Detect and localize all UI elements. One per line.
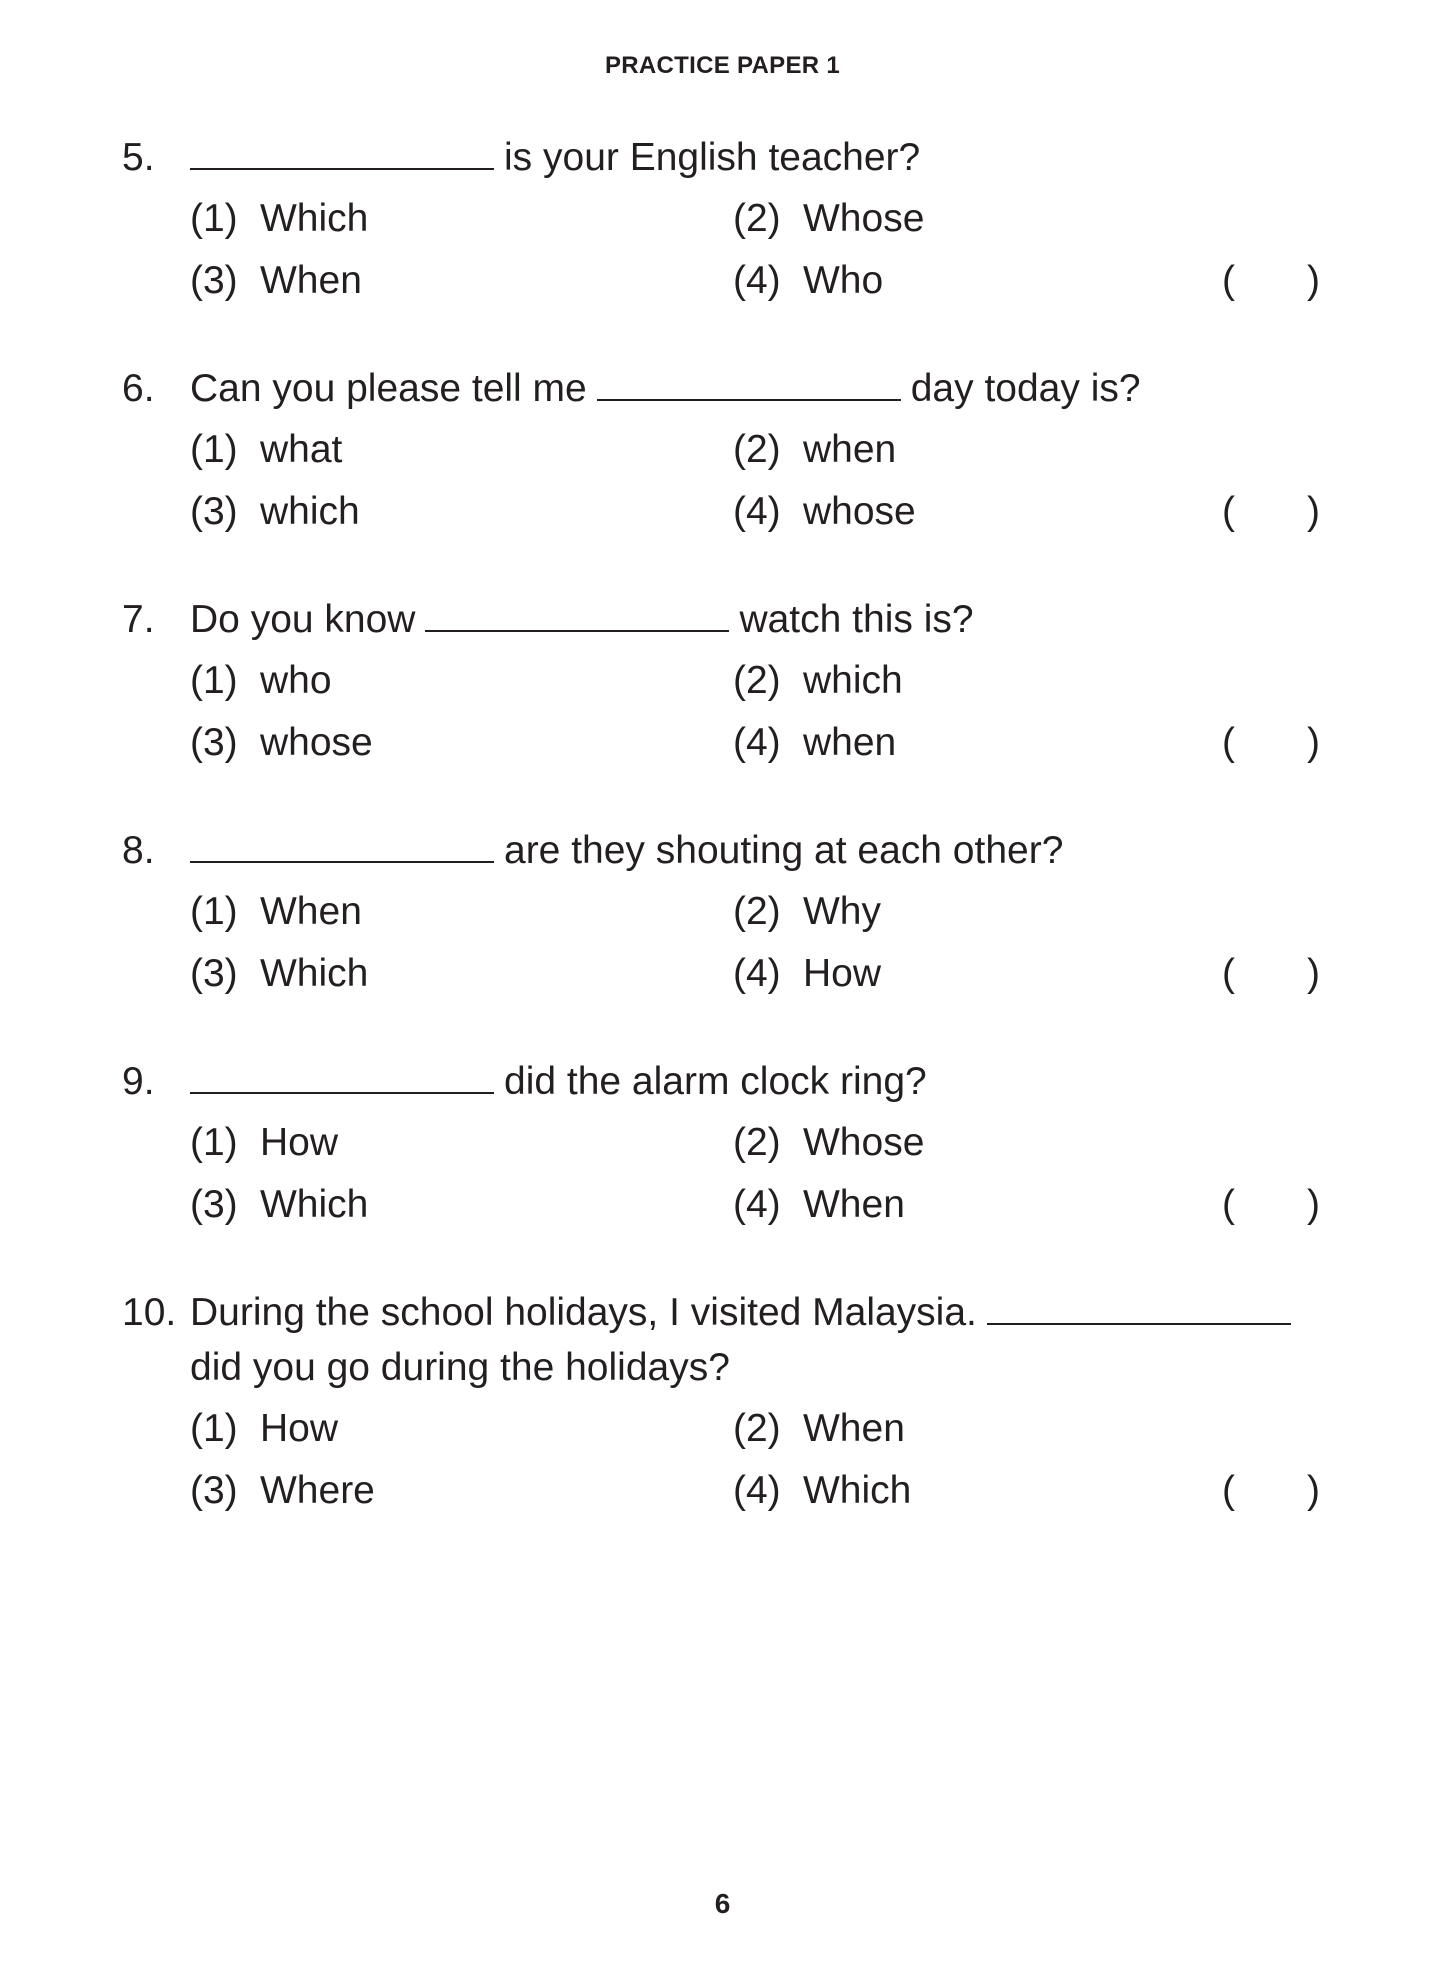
option-2[interactable]: (2) when bbox=[733, 428, 897, 471]
stem-text-after: watch this is? bbox=[739, 598, 974, 641]
option-3[interactable]: (3) Where bbox=[190, 1469, 375, 1512]
answer-box[interactable]: ( ) bbox=[1222, 1469, 1320, 1512]
option-4[interactable]: (4) How bbox=[733, 952, 882, 995]
option-3[interactable]: (3) whose bbox=[190, 721, 373, 764]
stem-text-before: During the school holidays, I visited Malaysia. bbox=[190, 1291, 977, 1334]
stem-text-line2: did you go during the holidays? bbox=[190, 1346, 730, 1389]
question-stem bbox=[122, 1058, 927, 1106]
answer-box[interactable]: ( ) bbox=[1222, 721, 1320, 764]
option-4[interactable]: (4) whose bbox=[733, 490, 916, 533]
option-1[interactable]: (1) who bbox=[190, 659, 332, 702]
question-number: 5. bbox=[122, 136, 155, 179]
option-1[interactable]: (1) When bbox=[190, 890, 362, 933]
answer-blank[interactable] bbox=[597, 373, 901, 401]
question-stem bbox=[122, 596, 974, 644]
answer-box[interactable]: ( ) bbox=[1222, 952, 1320, 995]
option-4[interactable]: (4) when bbox=[733, 721, 897, 764]
stem-text-after: are they shouting at each other? bbox=[504, 829, 1064, 872]
stem-text-after: day today is? bbox=[910, 367, 1141, 410]
question-stem bbox=[122, 827, 1063, 875]
stem-text-after: did the alarm clock ring? bbox=[504, 1060, 927, 1103]
page-header-title: PRACTICE PAPER 1 bbox=[604, 52, 841, 79]
option-3[interactable]: (3) When bbox=[190, 259, 362, 302]
question-number: 6. bbox=[122, 367, 155, 410]
option-2[interactable]: (2) When bbox=[733, 1407, 905, 1450]
question-stem bbox=[122, 134, 920, 182]
answer-box[interactable]: ( ) bbox=[1222, 1183, 1320, 1226]
option-2[interactable]: (2) Whose bbox=[733, 1121, 925, 1164]
answer-box[interactable]: ( ) bbox=[1222, 259, 1320, 302]
answer-blank[interactable] bbox=[190, 1066, 494, 1094]
question-stem bbox=[122, 1289, 1301, 1337]
option-1[interactable]: (1) what bbox=[190, 428, 343, 471]
option-1[interactable]: (1) How bbox=[190, 1407, 339, 1450]
question-number: 8. bbox=[122, 829, 155, 872]
option-1[interactable]: (1) How bbox=[190, 1121, 339, 1164]
option-2[interactable]: (2) Why bbox=[733, 890, 881, 933]
stem-text-before: Can you please tell me bbox=[190, 367, 587, 410]
option-1[interactable]: (1) Which bbox=[190, 197, 369, 240]
answer-blank[interactable] bbox=[190, 835, 494, 863]
answer-box[interactable]: ( ) bbox=[1222, 490, 1320, 533]
option-4[interactable]: (4) When bbox=[733, 1183, 905, 1226]
question-number: 9. bbox=[122, 1060, 155, 1103]
option-3[interactable]: (3) Which bbox=[190, 952, 369, 995]
question-stem bbox=[122, 365, 1141, 413]
question-number: 7. bbox=[122, 598, 155, 641]
option-3[interactable]: (3) which bbox=[190, 490, 360, 533]
option-4[interactable]: (4) Who bbox=[733, 259, 884, 302]
stem-text-after: is your English teacher? bbox=[504, 136, 921, 179]
answer-blank[interactable] bbox=[425, 604, 729, 632]
option-4[interactable]: (4) Which bbox=[733, 1469, 912, 1512]
stem-text-before: Do you know bbox=[190, 598, 416, 641]
question-number: 10. bbox=[122, 1291, 177, 1334]
answer-blank[interactable] bbox=[190, 142, 494, 170]
answer-blank[interactable] bbox=[987, 1297, 1291, 1325]
page-number: 6 bbox=[714, 1888, 731, 1919]
option-3[interactable]: (3) Which bbox=[190, 1183, 369, 1226]
option-2[interactable]: (2) Whose bbox=[733, 197, 925, 240]
option-2[interactable]: (2) which bbox=[733, 659, 903, 702]
